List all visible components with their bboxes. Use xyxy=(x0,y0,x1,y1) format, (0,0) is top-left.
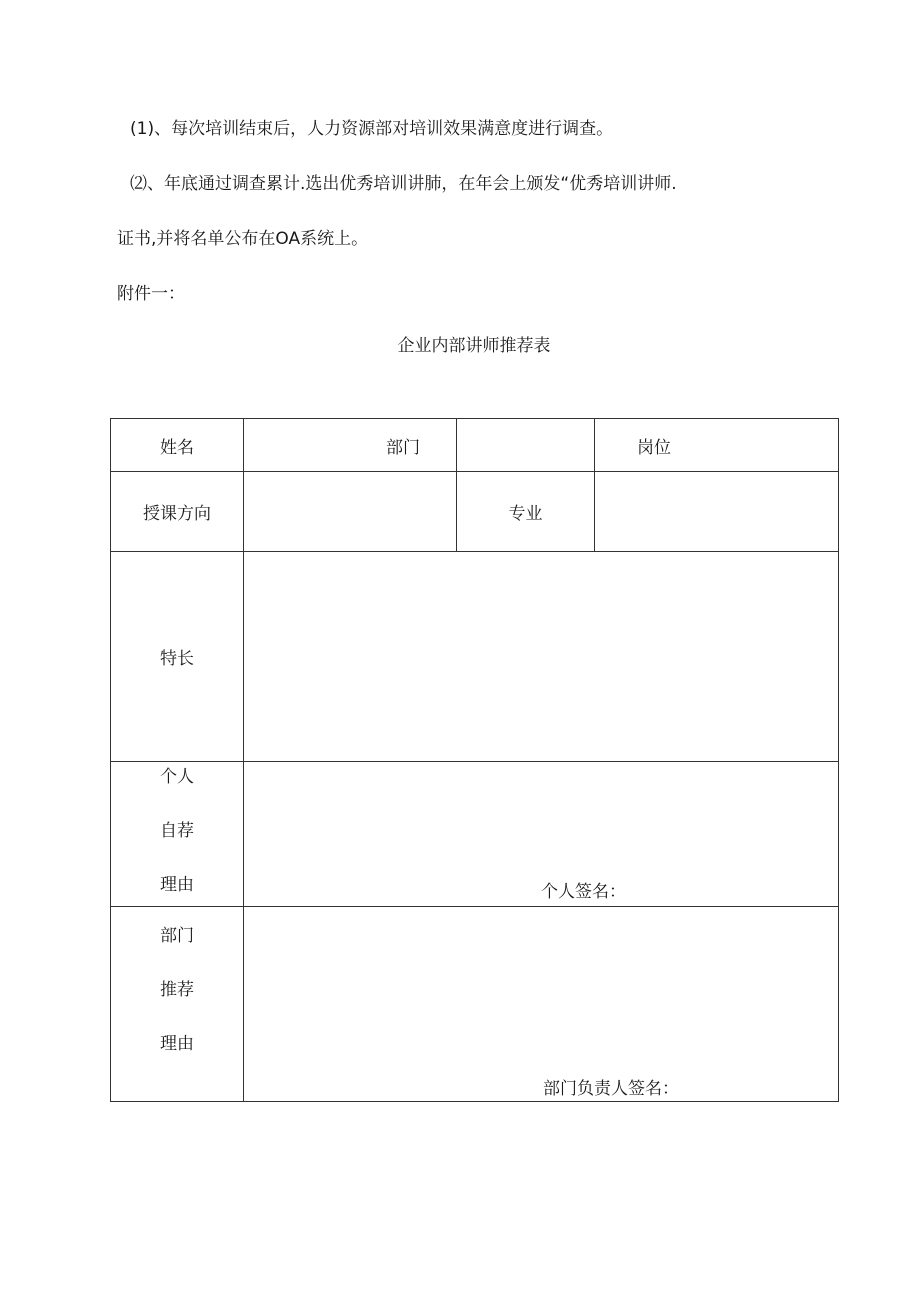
form-row-specialty xyxy=(111,552,839,762)
dept-value-cell[interactable] xyxy=(457,419,595,472)
clause-1-text: (1)、每次培训结束后，人力资源部对培训效果满意度进行调查。 xyxy=(130,119,614,139)
form-title: 企业内部讲师推荐表 xyxy=(397,336,551,356)
dept-reason-label-line-1: 部门 xyxy=(160,926,194,946)
major-label-cell xyxy=(457,472,595,552)
form-row-dept-recommend xyxy=(111,907,839,1102)
self-reason-label-line-1: 个人 xyxy=(160,767,194,787)
name-value-cell[interactable] xyxy=(244,419,457,472)
dept-reason-label-line-2: 推荐 xyxy=(160,980,194,1000)
major-label: 专业 xyxy=(508,504,543,524)
form-row-self-recommend xyxy=(111,762,839,907)
clause-2-continued-text: 证书,并将名单公布在OA系统上。 xyxy=(117,229,369,249)
name-label-cell xyxy=(111,419,244,472)
self-reason-label-line-3: 理由 xyxy=(160,875,194,895)
position-label: 岗位 xyxy=(637,437,671,458)
lecturer-recommendation-form xyxy=(110,418,839,1102)
dept-reason-value-cell[interactable] xyxy=(244,907,839,1102)
teaching-direction-label: 授课方向 xyxy=(143,504,211,524)
position-cell[interactable] xyxy=(595,419,839,472)
form-row-teaching xyxy=(111,472,839,552)
form-row-basic-info xyxy=(111,419,839,472)
self-reason-label-cell xyxy=(111,762,244,907)
specialty-value-cell[interactable] xyxy=(244,552,839,762)
clause-2-text: ⑵、年底通过调查累计.选出优秀培训讲肺，在年会上颁发“优秀培训讲师. xyxy=(130,174,677,194)
teaching-label-cell xyxy=(111,472,244,552)
self-signature-label: 个人签名： xyxy=(541,882,626,902)
specialty-label-cell xyxy=(111,552,244,762)
dept-reason-label-cell xyxy=(111,907,244,1102)
specialty-label: 特长 xyxy=(160,649,194,669)
dept-label: 部门 xyxy=(386,437,420,458)
self-reason-value-cell[interactable] xyxy=(244,762,839,907)
name-label: 姓名 xyxy=(160,437,194,458)
self-reason-label-line-2: 自荐 xyxy=(160,821,194,841)
dept-reason-label-line-3: 理由 xyxy=(160,1034,194,1054)
teaching-value-cell[interactable] xyxy=(244,472,457,552)
major-value-cell[interactable] xyxy=(595,472,839,552)
dept-head-signature-label: 部门负责人签名： xyxy=(543,1079,679,1099)
attachment-label: 附件一： xyxy=(117,284,185,304)
